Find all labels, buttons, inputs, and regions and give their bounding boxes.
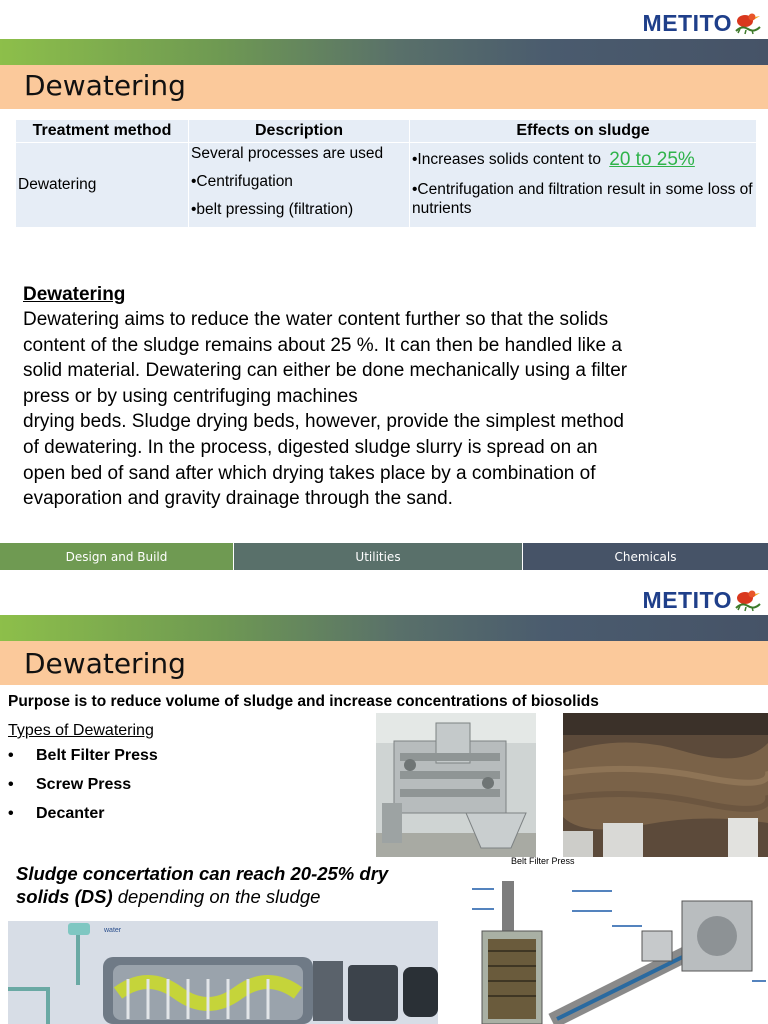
paragraph-line: of dewatering. In the process, digested sludge slurry is spread on an — [23, 436, 598, 458]
description-line: •belt pressing (filtration) — [191, 201, 354, 218]
footer-design-and-build: Design and Build — [0, 543, 233, 570]
bullet-icon: • — [8, 747, 14, 764]
types-list — [8, 747, 158, 834]
header-treatment-method: Treatment method — [16, 120, 189, 143]
type-label: Decanter — [36, 805, 105, 822]
note-rest: depending on the sludge — [112, 886, 321, 907]
paragraph-title: Dewatering — [23, 284, 126, 305]
paragraph-line: evaporation and gravity drainage through the sand. — [23, 488, 453, 510]
list-item — [8, 805, 158, 834]
list-item — [8, 747, 158, 776]
note-bold: Sludge concertation can reach 20-25% dry solids (DS) — [16, 863, 389, 907]
list-item — [8, 776, 158, 805]
cell-effects — [410, 143, 757, 228]
bullet-icon: • — [8, 776, 14, 793]
metito-logo — [643, 585, 762, 615]
header-gradient-bar — [0, 615, 768, 641]
footer-utilities: Utilities — [233, 543, 523, 570]
cell-method: Dewatering — [16, 143, 189, 228]
paragraph-line: solid material. Dewatering can either be done mechanically using a filter — [23, 360, 628, 382]
effects-line-1-text: •Increases solids content to — [412, 150, 606, 168]
paragraph-line: content of the sludge remains about 25 %. It can then be handled like a — [23, 334, 622, 356]
bird-logo-icon — [732, 586, 762, 614]
photo-caption: Belt Filter Press — [511, 856, 575, 866]
footer-chemicals: Chemicals — [523, 543, 768, 570]
dewatering-paragraph — [23, 307, 723, 512]
header-gradient-bar — [0, 39, 768, 65]
effects-line-1 — [412, 145, 754, 175]
belt-filter-press-machine-photo — [376, 713, 536, 857]
metito-logo — [643, 8, 762, 38]
slide-title: Dewatering — [24, 69, 186, 102]
sludge-concentration-note — [16, 862, 396, 908]
type-label: Screw Press — [36, 776, 132, 793]
logo-text: METITO — [642, 586, 732, 613]
slide-title: Dewatering — [24, 647, 186, 680]
header-description: Description — [189, 120, 410, 143]
slide-2 — [0, 571, 768, 1024]
paragraph-line: open bed of sand after which drying takes place by a combination of — [23, 462, 596, 484]
solids-percentage-highlight: 20 to 25% — [609, 148, 695, 170]
title-band — [0, 65, 768, 109]
bullet-icon: • — [8, 805, 14, 822]
cell-description — [189, 143, 410, 228]
effects-line-2: •Centrifugation and filtration result in some loss of nutrients — [412, 181, 753, 217]
treatment-table — [15, 119, 757, 228]
purpose-statement: Purpose is to reduce volume of sludge and increase concentrations of biosolids — [8, 693, 599, 710]
header-effects: Effects on sludge — [410, 120, 757, 143]
table-row — [16, 143, 757, 228]
decanter-water-label: water — [104, 927, 122, 934]
decanter-centrifuge-diagram — [8, 921, 438, 1024]
paragraph-line: drying beds. Sludge drying beds, however, provide the simplest method — [23, 411, 624, 433]
table-header-row — [16, 120, 757, 143]
belt-filter-press-schematic — [462, 871, 768, 1024]
paragraph-line: press or by using centrifuging machines — [23, 385, 358, 407]
footer-bar — [0, 543, 768, 570]
types-title: Types of Dewatering — [8, 722, 154, 739]
sludge-belt-photo — [563, 713, 768, 857]
type-label: Belt Filter Press — [36, 747, 158, 764]
paragraph-line: Dewatering aims to reduce the water content further so that the solids — [23, 309, 609, 330]
logo-text: METITO — [642, 9, 732, 36]
description-line: •Centrifugation — [191, 173, 293, 190]
bird-logo-icon — [732, 9, 762, 37]
description-line: Several processes are used — [191, 145, 384, 162]
